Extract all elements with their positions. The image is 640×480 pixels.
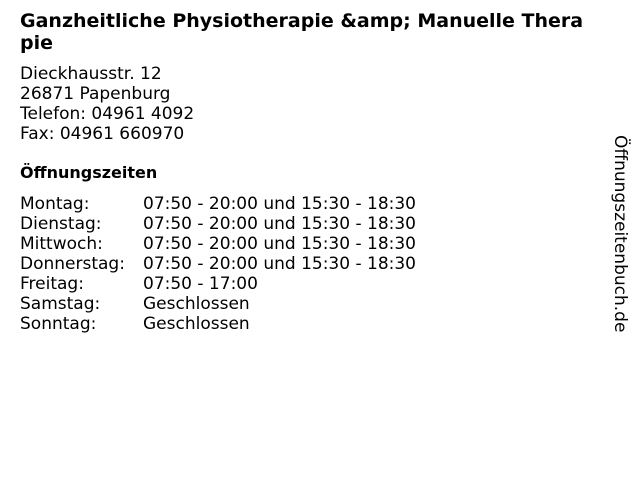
day-label: Donnerstag:: [20, 254, 125, 274]
address-block: [20, 64, 194, 144]
day-label: Mittwoch:: [20, 234, 103, 254]
hours-row-monday: [20, 194, 416, 214]
time-value: Geschlossen: [143, 314, 250, 334]
day-label: Dienstag:: [20, 214, 102, 234]
day-label: Freitag:: [20, 274, 84, 294]
day-label: Samstag:: [20, 294, 101, 314]
hours-row-wednesday: [20, 234, 416, 254]
time-value: 07:50 - 17:00: [143, 274, 258, 294]
time-value: 07:50 - 20:00 und 15:30 - 18:30: [143, 254, 416, 274]
business-name: Ganzheitliche Physiotherapie &amp; Manuelle Therapie: [20, 10, 584, 54]
time-value: 07:50 - 20:00 und 15:30 - 18:30: [143, 194, 416, 214]
hours-row-sunday: [20, 314, 416, 334]
time-value: Geschlossen: [143, 294, 250, 314]
phone-number: Telefon: 04961 4092: [20, 104, 195, 124]
opening-hours-table: [20, 194, 416, 334]
opening-hours-heading: Öffnungszeiten: [20, 163, 158, 182]
hours-row-thursday: [20, 254, 416, 274]
hours-row-tuesday: [20, 214, 416, 234]
hours-row-friday: [20, 274, 416, 294]
time-value: 07:50 - 20:00 und 15:30 - 18:30: [143, 214, 416, 234]
day-label: Montag:: [20, 194, 90, 214]
site-watermark: Öffnungszeitenbuch.de: [610, 135, 630, 333]
street-address: Dieckhausstr. 12: [20, 64, 162, 84]
day-label: Sonntag:: [20, 314, 97, 334]
time-value: 07:50 - 20:00 und 15:30 - 18:30: [143, 234, 416, 254]
fax-number: Fax: 04961 660970: [20, 124, 185, 144]
city-postal-code: 26871 Papenburg: [20, 84, 171, 104]
hours-row-saturday: [20, 294, 416, 314]
